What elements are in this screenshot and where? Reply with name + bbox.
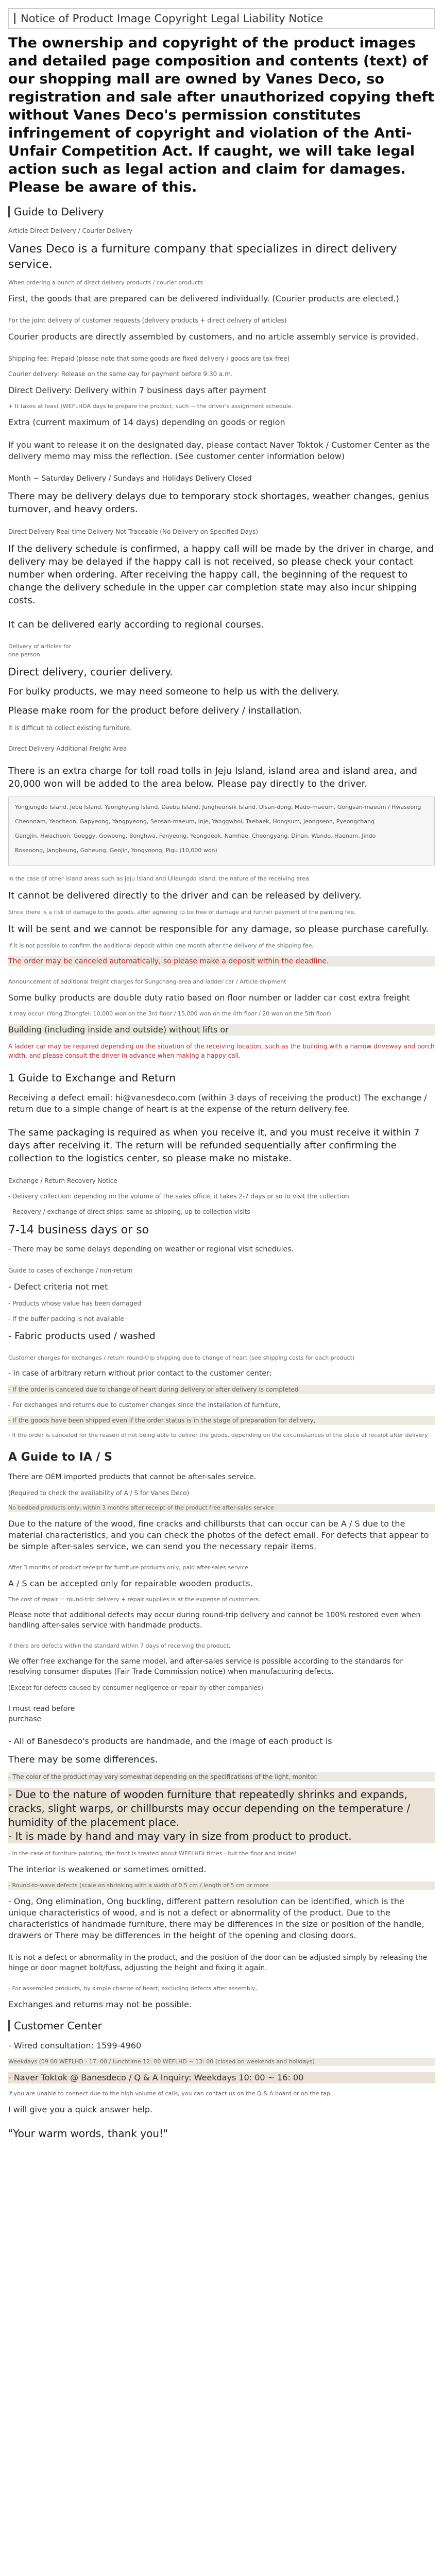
text-line: If you are unable to connect due to the high volume of calls, you can contact us on the Q & A board or on the tap <box>8 2090 330 2097</box>
text-line: If it is not possible to confirm the additional deposit within one month after the delivery of the shipping fee, <box>8 942 314 949</box>
text-line: Direct delivery, courier delivery. <box>8 666 173 678</box>
text-line: one person <box>8 651 40 658</box>
text-line: Direct Delivery Real-time Delivery Not Traceable (No Delivery on Specified Days) <box>8 528 259 535</box>
text-line: Article Direct Delivery / Courier Delivery <box>8 227 133 234</box>
text-line: It is difficult to collect existing furniture. <box>8 724 132 732</box>
text-line: First, the goods that are prepared can be delivered individually. (Courier products are elected.) <box>8 294 399 303</box>
text-line: - Products whose value has been damaged <box>8 1300 142 1307</box>
text-line: Month ~ Saturday Delivery / Sundays and Holidays Delivery Closed <box>8 474 252 483</box>
text-line: In the case of other island areas such as Jeju Island and Ulleungdo Island, the nature of the receiving area <box>8 875 309 882</box>
title-bar <box>14 13 15 24</box>
exchange-heading: 1 Guide to Exchange and Return <box>8 1072 176 1084</box>
text-line: There is an extra charge for toll road tolls in Jeju Island, island area and island area, and 20,000 won will be added to the area below. Please pay directly to the driver. <box>8 766 417 789</box>
text-line: Weekdays (09 00 WEFLHD - 17: 00 / lunchtime 12: 00 WEFLHD ~ 13: 00 (closed on weekends and holidays) <box>8 2058 435 2066</box>
text-line: - Defect criteria not met <box>8 1282 108 1292</box>
text-line: There may be some differences. <box>8 1754 158 1765</box>
copyright-intro: The ownership and copyright of the product images and detailed page composition and contents (text) of our shopping mall are owned by Vanes Deco, so registration and sale after unauthorized copying theft without Vanes Deco's permission constitutes infringement of copyright and violation of the Anti-Unfair Competition Act. If caught, we will take legal action such as legal action and claim for damages. Please be aware of this. <box>8 35 435 195</box>
text-line: Vanes Deco is a furniture company that specializes in direct delivery service. <box>8 243 397 271</box>
text-line: 7-14 business days or so <box>8 1224 149 1236</box>
text-line: - Naver Toktok @ Banesdeco / Q & A Inquiry: Weekdays 10: 00 ~ 16: 00 <box>8 2072 435 2083</box>
text-line: - The color of the product may vary somewhat depending on the specifications of the light, monitor. <box>8 1772 435 1782</box>
text-line: - If the goods have been shipped even if the order status is in the stage of preparation for delivery, <box>8 1416 435 1425</box>
exchange-heading-row <box>8 1072 435 1084</box>
text-line: Guide to cases of exchange / non-return <box>8 1267 133 1274</box>
as-heading-row <box>8 1451 435 1464</box>
regions-box <box>8 796 435 866</box>
heading-bar <box>8 2020 10 2031</box>
text-line: - In the case of furniture painting, the front is treated about WEFLHDI times - but the floor and inside! <box>8 1850 297 1857</box>
text-line: - If the buffer packing is not available <box>8 1315 124 1323</box>
text-line: - Fabric products used / washed <box>8 1331 156 1342</box>
text-line: Exchanges and returns may not be possible. <box>8 1999 192 2009</box>
text-line: After 3 months of product receipt for furniture products only, paid after-sales service <box>8 1564 248 1571</box>
text-line: Direct Delivery Additional Freight Area <box>8 745 127 752</box>
text-line: Announcement of additional freight charges for Sungchang-area and ladder car / Article shipment <box>8 978 286 985</box>
text-line: Shipping fee: Prepaid (please note that some goods are fixed delivery / goods are tax-free) <box>8 355 290 362</box>
text-line: If there are defects within the standard within 7 days of receiving the product, <box>8 1642 231 1649</box>
text-line: It will be sent and we cannot be responsible for any damage, so please purchase carefully. <box>8 924 429 935</box>
text-line: Since there is a risk of damage to the goods, after agreeing to be free of damage and further payment of the painting fee, <box>8 909 356 916</box>
as-section <box>8 1472 435 2010</box>
as-heading: A Guide to IA / S <box>8 1451 112 1464</box>
text-line: Please make room for the product before delivery / installation. <box>8 705 302 716</box>
text-line: A ladder car may be required depending on the situation of the receiving location, such as the building with a narrow driveway and porch width, and please consult the driver in advance when making a happy call. <box>8 1043 435 1059</box>
text-line: - For exchanges and returns due to customer changes since the installation of furniture, <box>8 1401 281 1409</box>
text-line: There are OEM imported products that cannot be after-sales service. <box>8 1473 257 1481</box>
text-line: - It is made by hand and may vary in size from product to product. <box>8 1829 435 1843</box>
notice-title: Notice of Product Image Copyright Legal Liability Notice <box>21 12 323 25</box>
text-line: Some bulky products are double duty ratio based on floor number or ladder car cost extra freight <box>8 993 410 1003</box>
text-line: - All of Banesdeco's products are handmade, and the image of each product is <box>8 1736 332 1746</box>
text-line: Building (including inside and outside) without lifts or <box>8 1024 435 1036</box>
text-line: (Except for defects caused by consumer negligence or repair by other companies) <box>8 1684 263 1691</box>
text-line: Courier delivery: Release on the same day for payment before 9:30 a.m. <box>8 370 233 378</box>
text-line: A / S can be accepted only for repairable wooden products. <box>8 1579 253 1588</box>
region-list-item: Boseoong, Jangheung, Goheung, Geojin, Yongyoong, Pigu (10,000 won) <box>15 847 217 854</box>
text-line: - For assembled products, by simple change of heart, excluding defects after assembly, <box>8 1985 258 1992</box>
customer-center-heading-row <box>8 2020 435 2032</box>
delivery-heading-row <box>8 206 435 218</box>
text-line: When ordering a bunch of direct delivery products / courier products <box>8 279 203 286</box>
customer-center-section <box>8 2040 435 2141</box>
text-line: If you want to release it on the designated day, please contact Naver Toktok / Customer Center as the delivery memo may miss the reflection. (See customer center information below) <box>8 440 430 461</box>
text-line: - In case of arbitrary return without prior contact to the customer center; <box>8 1369 272 1378</box>
text-line: - Wired consultation: 1599-4960 <box>8 2041 142 2050</box>
text-line: It is not a defect or abnormality in the product, and the position of the door can be adjusted simply by releasing the hinge or door magnet bolt/fuss, adjusting the height and fixing it again. <box>8 1954 428 1972</box>
text-line: Receiving a defect email: hi@vanesdeco.com (within 3 days of receiving the product) The exchange / return due to a simple change of heart is at the expense of the return delivery fee. <box>8 1093 427 1114</box>
text-line: We offer free exchange for the same model, and after-sales service is possible according to the standards for resolving consumer disputes (Fair Trade Commission notice) when manufacturing defects. <box>8 1657 403 1676</box>
region-list-item: Cheonnam, Yeocheon, Gapyeong, Yangpyeong, Seosan-maeum, Inje, Yanggwhoi, Taebaek, Hongsum, Jeongseon, Pyeongchang <box>15 818 375 825</box>
customer-center-heading: Customer Center <box>14 2020 102 2032</box>
text-line: - If the order is canceled for the reason of not being able to deliver the goods, depending on the circumstances of the place of receipt after delivery <box>8 1432 428 1438</box>
text-line: Extra (current maximum of 14 days) depending on goods or region <box>8 417 285 427</box>
text-line: For the joint delivery of customer requests (delivery products + direct delivery of articles) <box>8 317 287 324</box>
text-line: Exchange / Return Recovery Notice <box>8 1177 117 1184</box>
exchange-section <box>8 1092 435 1439</box>
text-line: - Recovery / exchange of direct ships: same as shipping, up to collection visits <box>8 1208 250 1215</box>
text-line: - Round-to-wave defects (scale on shrinking with a width of 0.5 cm / length of 5 cm or more <box>8 1882 435 1890</box>
text-line: - Ong, Ong elimination, Ong buckling, different pattern resolution can be identified, which is the unique characteristics of wood, and is not a defect or abnormality of the product. Due to the characteristics of handmade furniture, there may be differences in the size or position of the handle, drawers or There may be differences in the height of the opening and closing doors. <box>8 1896 424 1940</box>
region-list-item: Gangjin, Hwacheon, Goeggy, Gowoong, Bonghwa, Fenyeong, Yeongdeok, Namhae, Cheongyang, Dinan, Wando, Haenam, Jindo <box>15 833 376 839</box>
text-line: I must read before <box>8 1705 75 1713</box>
text-line: Customer charges for exchanges / return round-trip shipping due to change of heart (see shipping costs for each product) <box>8 1354 355 1361</box>
text-line: - Due to the nature of wooden furniture that repeatedly shrinks and expands, cracks, slight warps, or chillbursts may occur depending on the temperature / humidity of the placement place. <box>8 1788 435 1829</box>
text-line: It cannot be delivered directly to the driver and can be released by delivery. <box>8 890 362 901</box>
text-line: - Delivery collection: depending on the volume of the sales office, it takes 2-7 days or so to visit the collection <box>8 1193 349 1200</box>
text-line: It can be delivered early according to regional courses. <box>8 619 264 630</box>
delivery-heading: Guide to Delivery <box>14 206 104 218</box>
text-line: (Required to check the availability of A / S for Vanes Deco) <box>8 1489 190 1497</box>
region-list-item: Yongjungdo Island, Jebu Island, Yeonghyung Island, Daebu Island, Jungheunsik Island, Ulsan-dong, Mado-maeum, Gongsan-maeum / Hwaseong <box>15 804 421 810</box>
text-line: Courier products are directly assembled by customers, and no article assembly service is provided. <box>8 332 419 342</box>
notice-title-box <box>8 8 435 29</box>
text-line: The order may be canceled automatically, so please make a deposit within the deadline. <box>8 956 435 967</box>
text-line: The interior is weakened or sometimes omitted. <box>8 1865 207 1874</box>
text-line: "Your warm words, thank you!" <box>8 2127 168 2140</box>
delivery-after-section <box>8 875 435 1060</box>
text-line: The same packaging is required as when you receive it, and you must receive it within 7 days after receiving it. The return will be refunded sequentially after confirming the collection to the logistics center, so please make no mistake. <box>8 1127 420 1164</box>
text-line: If the delivery schedule is confirmed, a happy call will be made by the driver in charge, and delivery may be delayed if the happy call is not received, so please check your contact number when ordering. After receiving the happy call, the beginning of the request to change the delivery schedule in the upper car completion state may also incur shipping costs. <box>8 544 434 606</box>
text-line: Please note that additional defects may occur during round-trip delivery and cannot be 100% restored even when handling after-sales service with handmade products. <box>8 1611 421 1630</box>
text-line: The cost of repair = round-trip delivery + repair supplies is at the expense of customers. <box>8 1596 261 1603</box>
text-line: - If the order is canceled due to change of heart during delivery or after delivery is completed <box>8 1385 435 1394</box>
text-line: Direct Delivery: Delivery within 7 business days after payment <box>8 385 266 395</box>
heading-bar <box>8 206 10 217</box>
text-line: I will give you a quick answer help. <box>8 2105 153 2114</box>
text-line: purchase <box>8 1715 42 1723</box>
text-line: No bedbed products only, within 3 months after receipt of the product free after-sales service <box>8 1504 435 1512</box>
text-line: Delivery of articles for <box>8 643 72 650</box>
text-line: There may be delivery delays due to temporary stock shortages, weather changes, genius turnover, and heavy orders. <box>8 491 429 515</box>
delivery-section <box>8 226 435 790</box>
text-line: Due to the nature of the wood, fine cracks and chillbursts that can occur can be A / S due to the material characteristics, and you can check the photos of the defect email. For defects that appear to be simple after-sales service, we can send you the necessary repair items. <box>8 1519 429 1551</box>
text-line: - There may be some delays depending on weather or regional visit schedules. <box>8 1245 294 1253</box>
text-line: + It takes at least (WEFLHDA days to prepare the product, such ~ the driver's assignment schedule. <box>8 403 294 410</box>
text-line: For bulky products, we may need someone to help us with the delivery. <box>8 686 339 697</box>
text-line: It may occur. (Yong Zhongfei: 10,000 won on the 3rd floor / 15,000 won on the 4th floor / 20 won on the 5th floor) <box>8 1010 331 1017</box>
